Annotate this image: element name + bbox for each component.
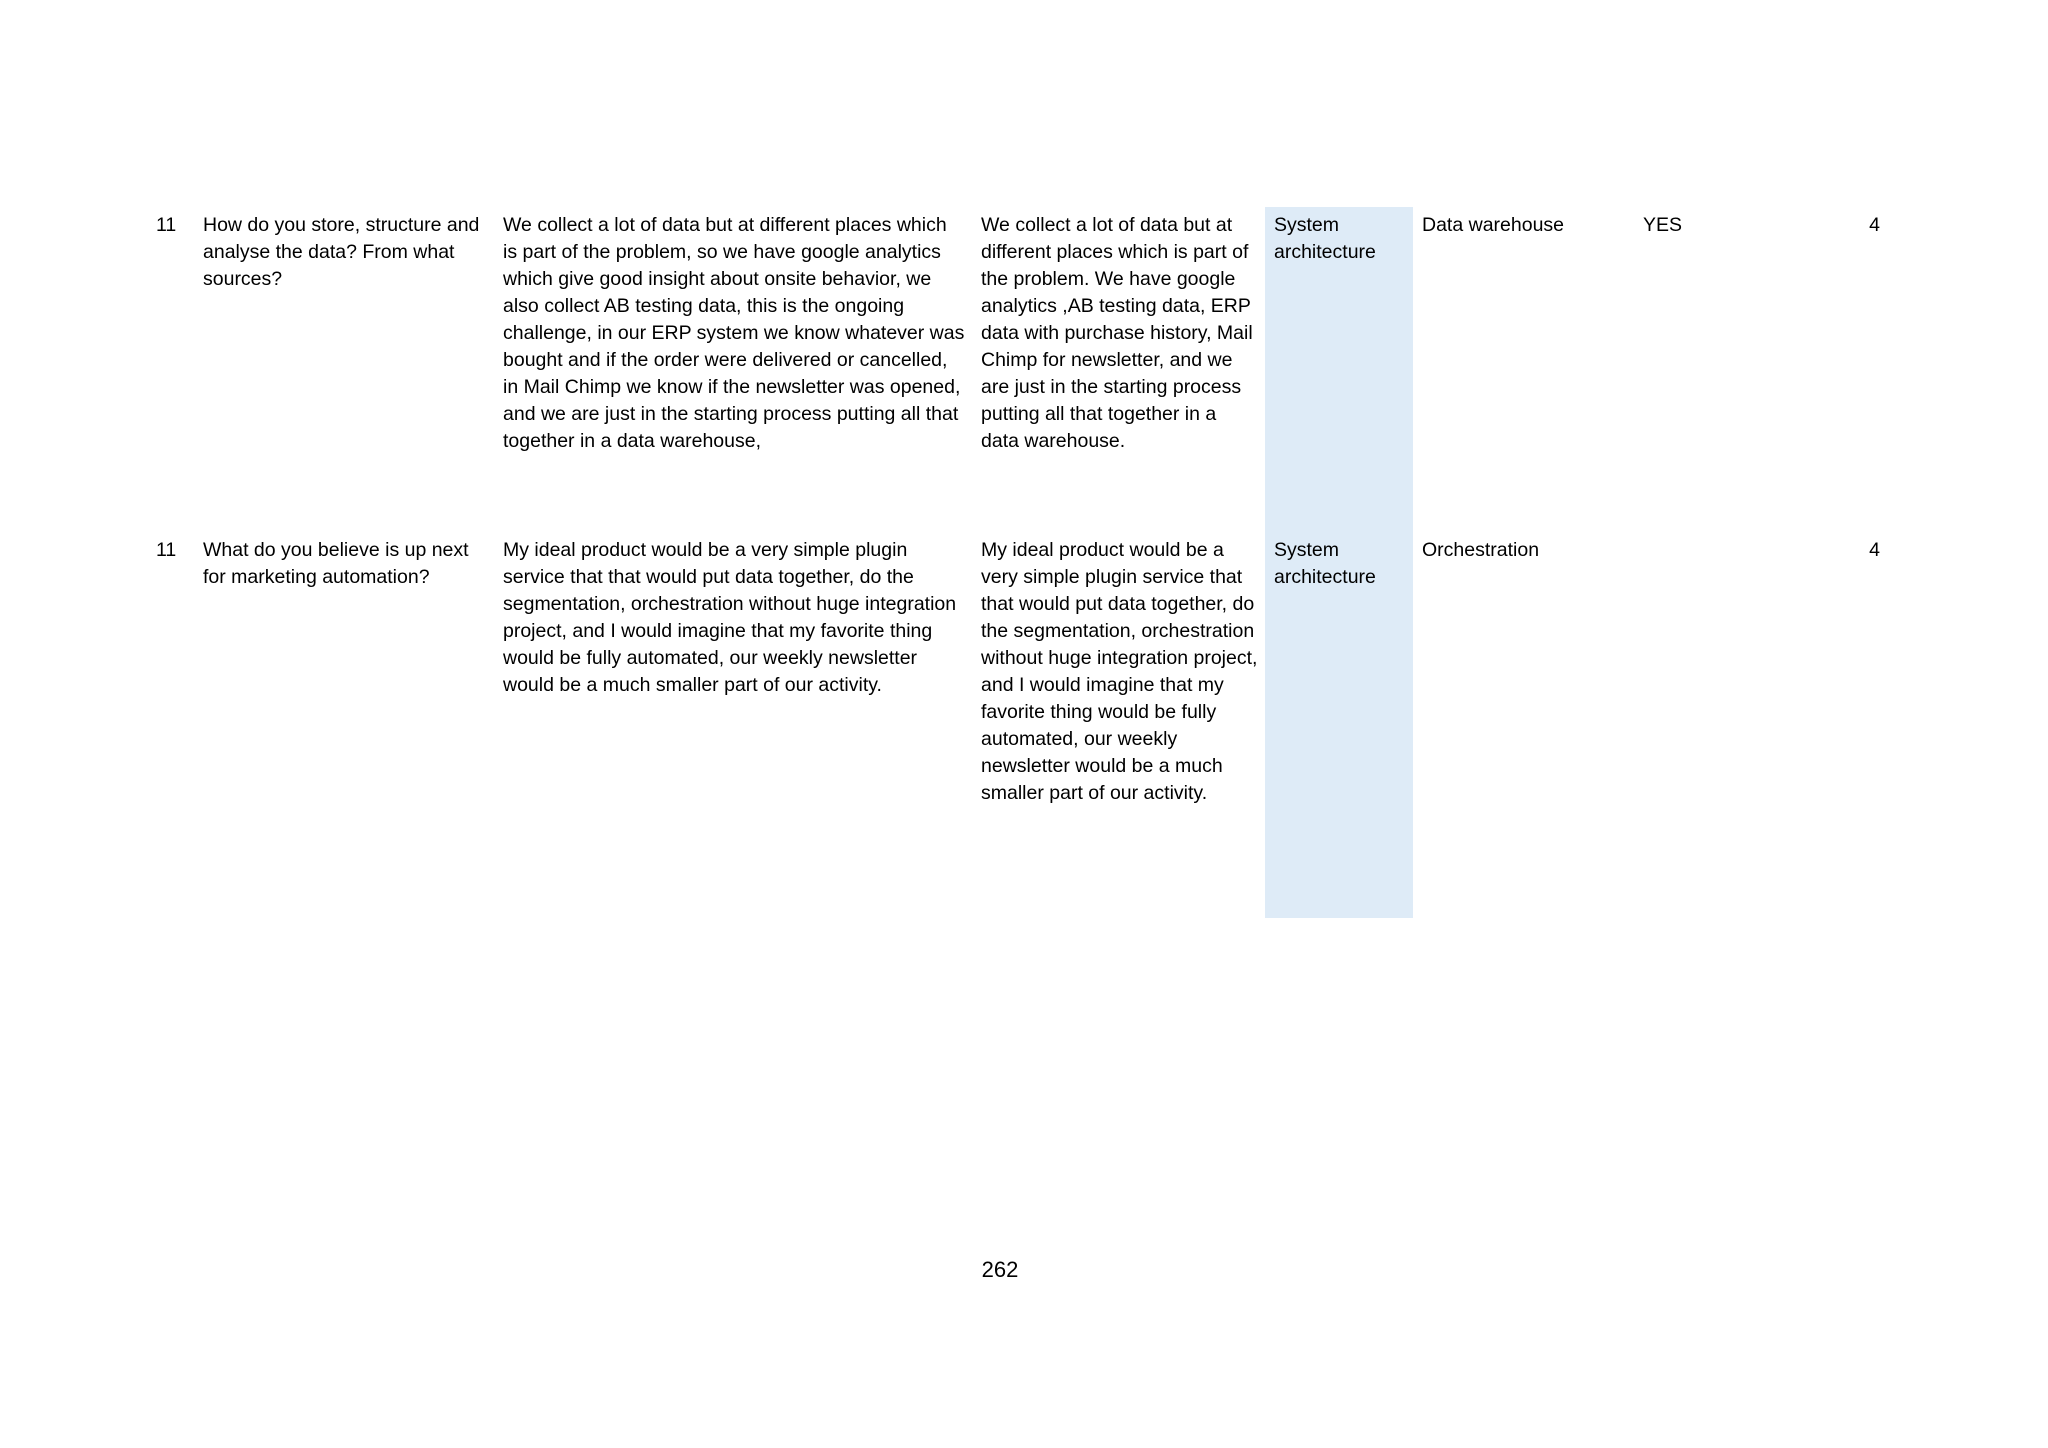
flag-cell xyxy=(1635,532,1815,922)
question-text: What do you believe is up next for marketing automation? xyxy=(203,539,469,588)
category-cell: System architecture xyxy=(1274,214,1376,263)
subcategory-cell: Data warehouse xyxy=(1422,214,1565,236)
condensed-answer: We collect a lot of data but at different places which is part of the problem. We have google analytics ,AB testing data, ERP data with purchase history, Mail Chimp for newsletter, and we are just in the starting process putting all that together in a data warehouse. xyxy=(981,214,1253,452)
question-number: 11 xyxy=(156,214,177,236)
flag-cell: YES xyxy=(1643,214,1683,236)
question-number: 11 xyxy=(156,539,177,561)
interview-table xyxy=(148,207,1888,922)
full-answer: My ideal product would be a very simple plugin service that that would put data together, do the segmentation, orchestration without huge integration project, and I would imagine that my favorite thing would be fully automated, our weekly newsletter would be a much smaller part of our activity. xyxy=(503,539,957,696)
page-number: 262 xyxy=(981,1257,1019,1282)
table-row xyxy=(148,207,1888,532)
score-cell: 4 xyxy=(1869,539,1880,561)
table-row xyxy=(148,532,1888,922)
subcategory-cell: Orchestration xyxy=(1422,539,1540,561)
question-text: How do you store, structure and analyse the data? From what sources? xyxy=(203,214,480,290)
full-answer: We collect a lot of data but at different places which is part of the problem, so we have google analytics which give good insight about onsite behavior, we also collect AB testing data, this is the ongoing challenge, in our ERP system we know whatever was bought and if the order were delivered or cancelled, in Mail Chimp we know if the newsletter was opened, and we are just in the starting process putting all that together in a data warehouse, xyxy=(503,214,965,452)
score-cell: 4 xyxy=(1869,214,1880,236)
category-cell: System architecture xyxy=(1274,539,1376,588)
condensed-answer: My ideal product would be a very simple plugin service that that would put data together, do the segmentation, orchestration without huge integration project, and I would imagine that my favorite thing would be fully automated, our weekly newsletter would be a much smaller part of our activity. xyxy=(981,539,1258,804)
